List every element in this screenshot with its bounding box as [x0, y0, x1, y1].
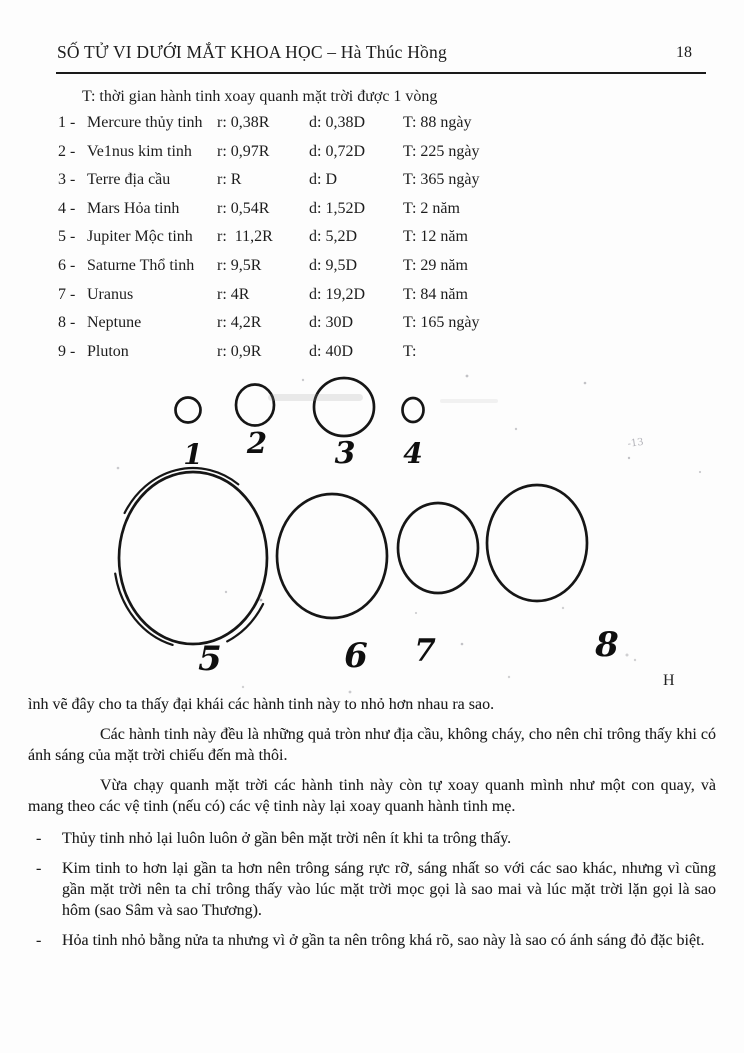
paragraph-planets-round: Các hành tinh này đều là những quả tròn như địa cầu, không cháy, cho nên chỉ trông thấy khi có ánh sáng của mặt trời chiếu đến mà thôi.	[28, 726, 716, 764]
planet-name: Pluton	[87, 342, 129, 360]
planet-diameter: d: 0,38D	[309, 114, 365, 131]
margin-smudge: -13	[626, 436, 645, 450]
planet-radius: r: 11,2R	[217, 228, 273, 246]
table-row	[0, 281, 744, 310]
planet-radius: r: 4R	[217, 285, 250, 303]
page-number: 18	[676, 44, 692, 61]
table-row	[0, 223, 744, 252]
planet-number: 6 -	[58, 256, 76, 274]
page-header-title: SỐ TỬ VI DƯỚI MẮT KHOA HỌC – Hà Thúc Hồng	[57, 42, 447, 62]
planet-period: T: 84 năm	[403, 285, 468, 303]
figure-label-6: 6	[344, 636, 368, 676]
planet-diameter: d: 19,2D	[309, 285, 365, 303]
figure-label-2: 2	[246, 426, 268, 460]
planet-number: 1 -	[58, 114, 76, 131]
table-row	[0, 166, 744, 195]
table-row	[0, 338, 744, 367]
planet-radius: r: 0,97R	[217, 142, 270, 160]
planet-number: 8 -	[58, 314, 76, 332]
table-row	[0, 138, 744, 167]
paragraph-planets-spin: Vừa chạy quanh mặt trời các hành tinh này còn tự xoay quanh mình như một con quay, và mang theo các vệ tinh (nếu có) các vệ tinh này lại xoay quanh hành tinh mẹ.	[28, 777, 716, 815]
hand-drawn-echo-arc	[125, 468, 239, 513]
planet-number: 5 -	[58, 228, 76, 246]
planet-number: 2 -	[58, 142, 76, 160]
planet-number: 9 -	[58, 342, 76, 360]
planet-radius: r: 0,9R	[217, 342, 262, 360]
planet-radius: r: 0,38R	[217, 114, 270, 131]
table-row	[0, 195, 744, 224]
planet-period: T: 225 ngày	[403, 142, 480, 160]
planet-circle-3	[314, 378, 374, 436]
planet-diameter: d: 1,52D	[309, 199, 365, 217]
hand-drawn-echo-arc	[115, 574, 172, 645]
planet-period: T: 165 ngày	[403, 314, 480, 332]
planet-circle-8	[487, 485, 587, 601]
figure-label-8: 8	[595, 625, 619, 665]
figure-label-4: 4	[403, 437, 423, 470]
planet-circle-6	[277, 494, 387, 618]
planet-diameter: d: 0,72D	[309, 142, 365, 160]
bullet-dash: -	[36, 932, 42, 949]
planet-period: T:	[403, 342, 417, 360]
bullet-text: Kim tinh to hơn lại gần ta hơn nên trông sáng rực rỡ, sáng nhất so với các sao khác, nhưng vì cũng gần mặt trời nên ta chỉ trông thấy vào lúc mặt trời mọc gọi là sao mai và lúc mặt trời lặn gọi là sao hôm (sao Sâm và sao Thương).	[62, 860, 716, 919]
figure-corner-letter: H	[663, 672, 675, 689]
planet-diameter: d: 5,2D	[309, 228, 357, 246]
planet-number: 3 -	[58, 171, 76, 189]
planet-radius: r: 9,5R	[217, 256, 262, 274]
paragraph-figure-caption: ình vẽ đây cho ta thấy đại khái các hành tinh này to nhỏ hơn nhau ra sao.	[28, 696, 495, 713]
planet-period: T: 2 năm	[403, 199, 460, 217]
planet-number: 4 -	[58, 199, 76, 217]
figure-label-7: 7	[414, 633, 436, 669]
planet-circle-1	[176, 398, 201, 423]
bullet-text: Hỏa tinh nhỏ bằng nửa ta nhưng vì ở gần ta nên trông khá rõ, sao này là sao có ánh sáng đỏ đặc biệt.	[62, 932, 705, 949]
bullet-item-venus	[28, 858, 716, 921]
planet-radius: r: R	[217, 171, 242, 189]
figure-label-5: 5	[198, 639, 222, 679]
planet-number: 7 -	[58, 285, 76, 303]
planet-circle-2	[236, 385, 274, 426]
planet-name: Neptune	[87, 314, 142, 332]
planet-period: T: 29 năm	[403, 256, 468, 274]
hand-drawn-echo-arc	[227, 604, 263, 641]
planet-period: T: 365 ngày	[403, 171, 480, 189]
intro-line: T: thời gian hành tinh xoay quanh mặt trời được 1 vòng	[82, 88, 438, 105]
planet-circles-group	[115, 378, 619, 679]
planet-radius: r: 4,2R	[217, 314, 262, 332]
bullet-text: Thủy tinh nhỏ lại luôn luôn ở gần bên mặt trời nên ít khi ta trông thấy.	[62, 830, 512, 847]
table-row	[0, 309, 744, 338]
figure-label-3: 3	[334, 436, 356, 471]
table-row	[0, 109, 744, 138]
bullet-item-mars	[28, 930, 716, 951]
planet-diameter: d: 30D	[309, 314, 353, 332]
body-text	[28, 694, 716, 960]
planet-name: Ve1nus kim tinh	[87, 142, 192, 160]
planet-period: T: 12 năm	[403, 228, 468, 246]
bullet-dash: -	[36, 830, 42, 847]
planet-table	[0, 109, 744, 366]
planet-circle-5	[119, 472, 267, 644]
planet-diameter: d: 9,5D	[309, 256, 357, 274]
planet-period: T: 88 ngày	[403, 114, 472, 131]
planet-radius: r: 0,54R	[217, 199, 270, 217]
planet-name: Uranus	[87, 285, 134, 303]
planet-name: Terre địa cầu	[87, 171, 171, 189]
bullet-item-mercury	[28, 828, 716, 849]
planet-diameter: d: D	[309, 171, 337, 189]
planet-name: Saturne Thổ tinh	[87, 256, 195, 274]
figure-label-1: 1	[183, 438, 203, 471]
planet-name: Mars Hỏa tinh	[87, 199, 180, 217]
bullet-dash: -	[36, 860, 42, 877]
table-row	[0, 252, 744, 281]
planet-circle-4	[403, 398, 424, 422]
planet-circle-7	[398, 503, 478, 593]
scan-noise	[117, 375, 701, 694]
header-rule	[56, 72, 706, 74]
planet-name: Mercure thủy tinh	[87, 114, 203, 131]
planet-diameter: d: 40D	[309, 342, 353, 360]
planet-name: Jupiter Mộc tinh	[87, 228, 193, 246]
